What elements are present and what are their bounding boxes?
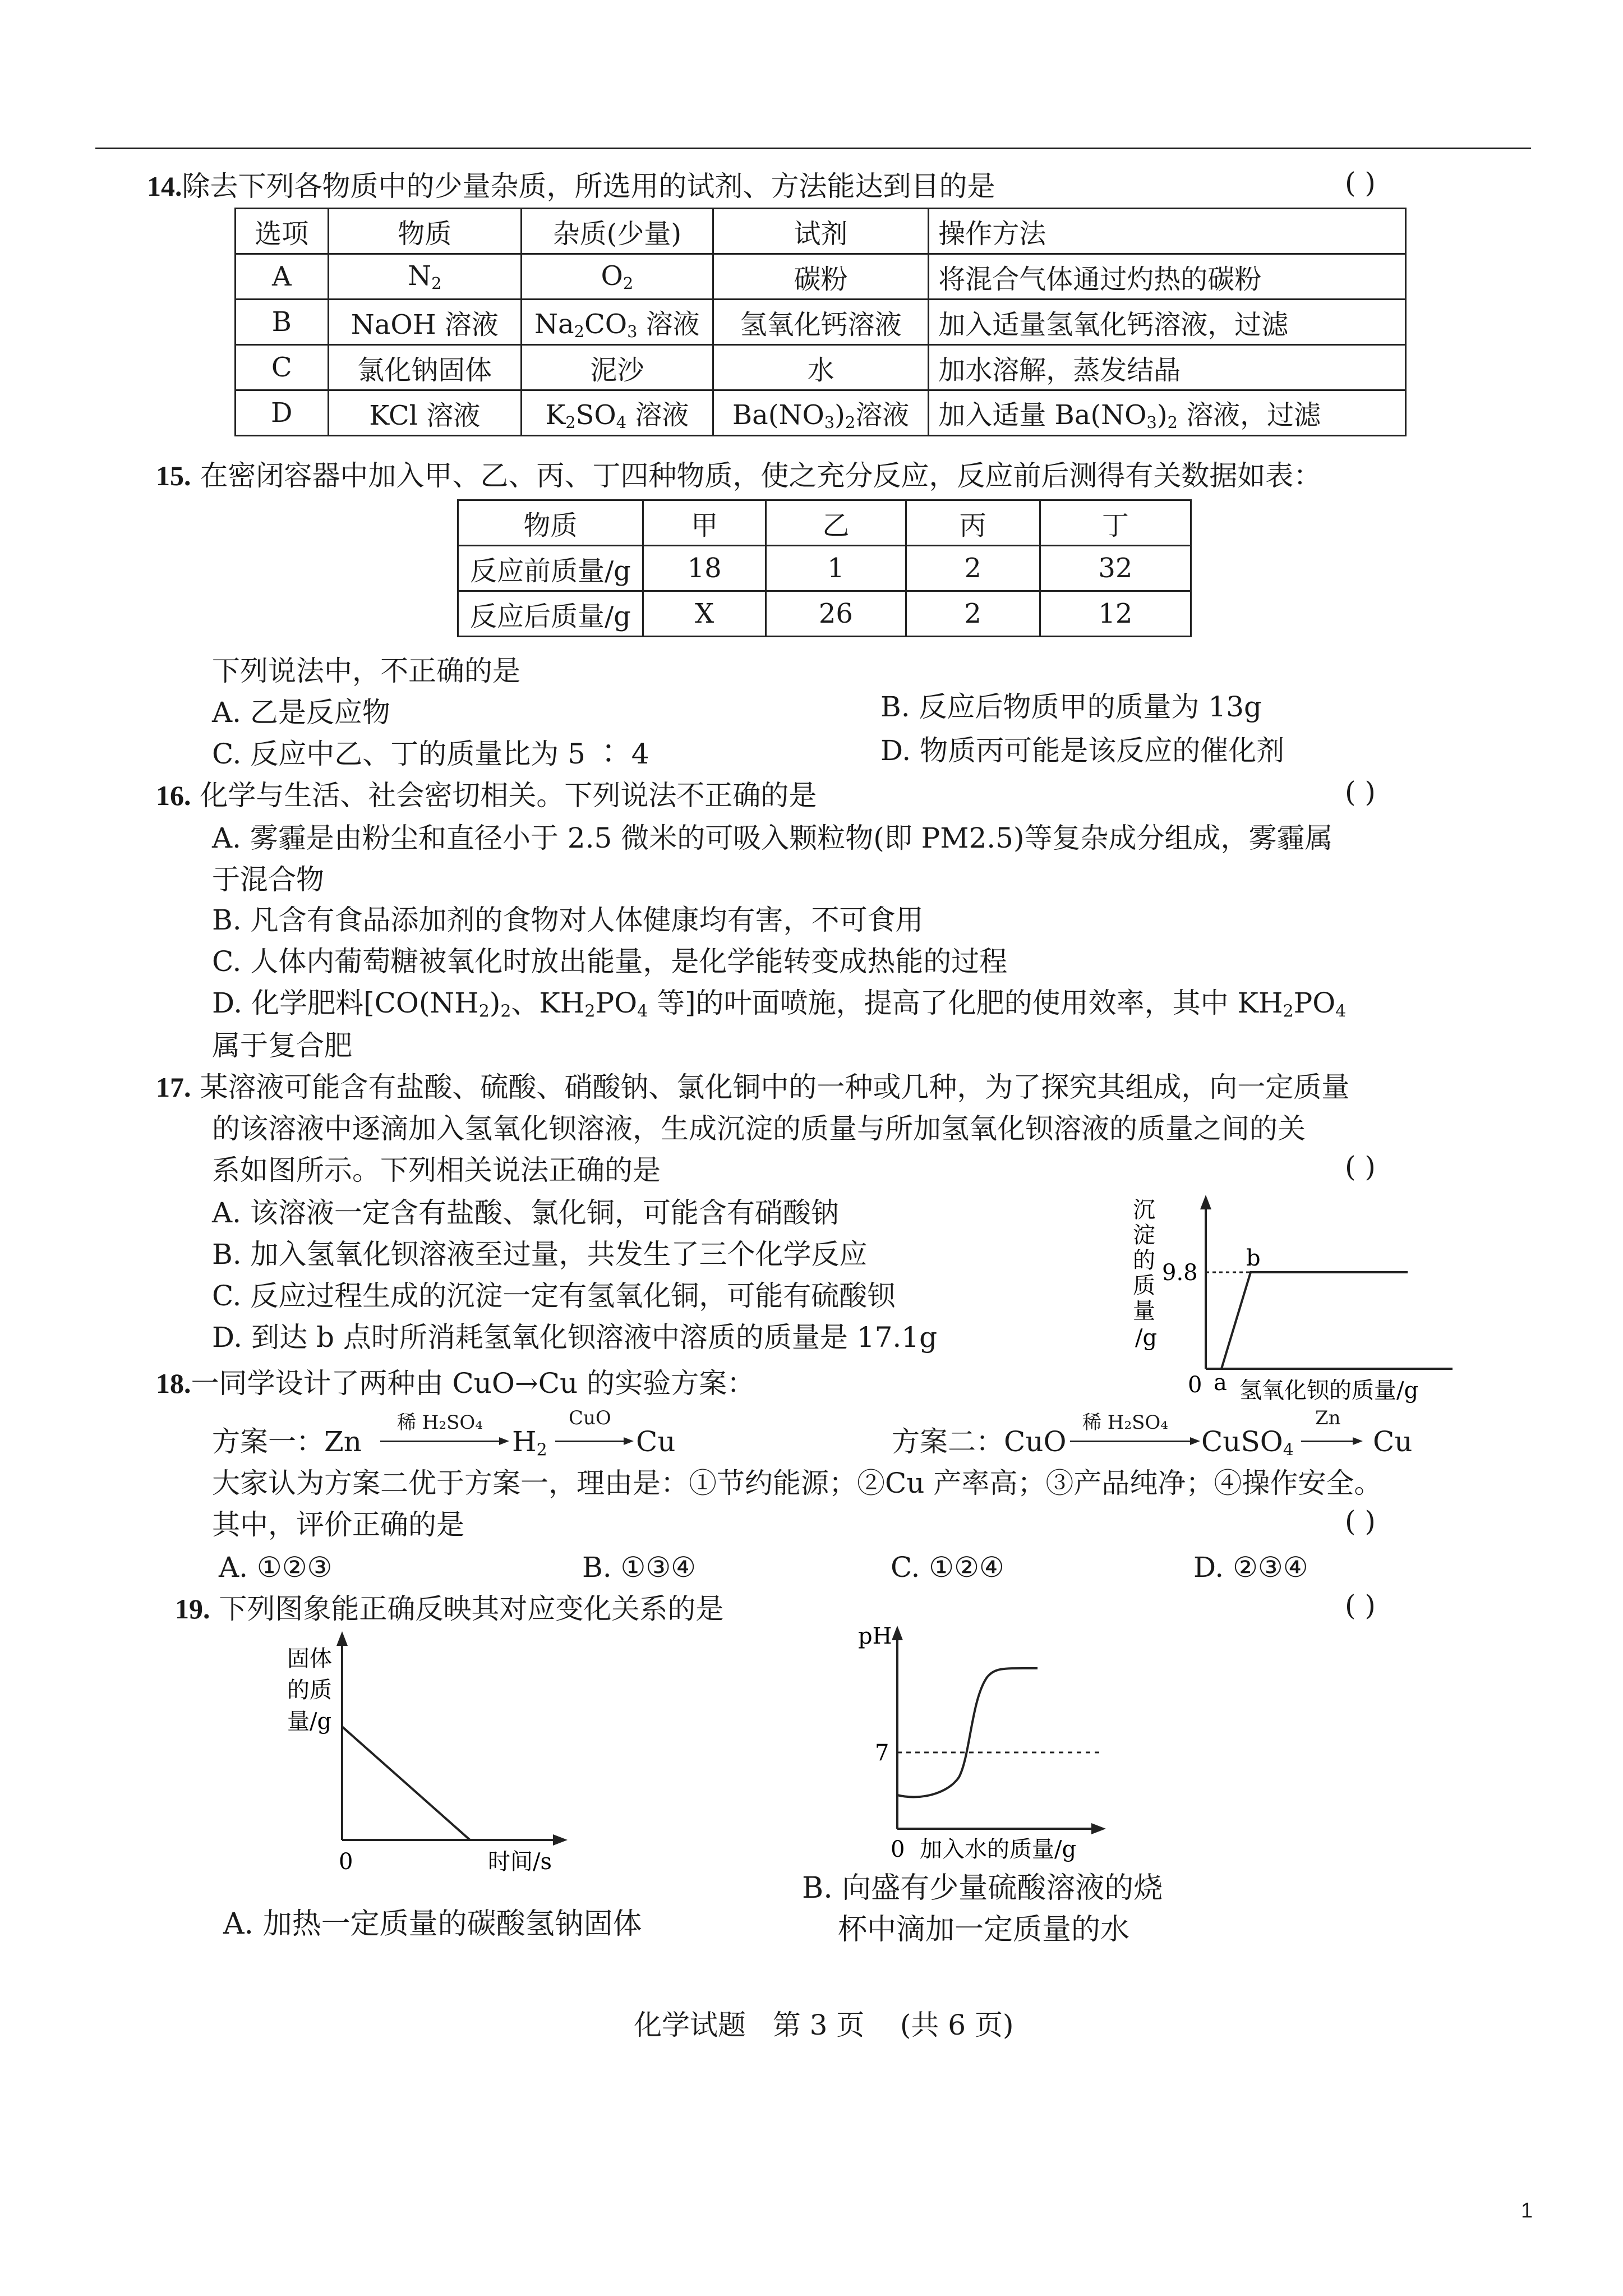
plan2-condition-1: 稀 H₂SO₄ (1082, 1411, 1168, 1434)
y-axis-label: pH (858, 1623, 892, 1649)
table-cell: 2 (906, 546, 1040, 591)
x-axis-label: 时间/s (488, 1849, 552, 1875)
x-axis-label: 氢氧化钡的质量/g (1239, 1378, 1419, 1404)
q19-graph-b-caption: B. 向盛有少量硫酸溶液的烧 (802, 1871, 1163, 1905)
table-cell: 反应前质量/g (458, 546, 643, 591)
q18-reason: 大家认为方案二优于方案一，理由是：①节约能源；②Cu 产率高；③产品纯净；④操作安全。 (212, 1467, 1382, 1499)
q17-stem-line2: 的该溶液中逐滴加入氢氧化钡溶液，生成沉淀的质量与所加氢氧化钡溶液的质量之间的关 (212, 1112, 1306, 1145)
table-header-cell: 丙 (906, 500, 1040, 546)
table-row (236, 300, 1406, 345)
origin-label: 0 (1188, 1372, 1202, 1398)
q14-table (234, 208, 1407, 436)
point-a-label: a (1214, 1370, 1227, 1396)
q16-stem (156, 775, 817, 816)
table-row (458, 546, 1191, 591)
page-number: 1 (1521, 2199, 1533, 2223)
table-cell: 碳粉 (713, 254, 929, 300)
q18-answer-paren: ( ) (1345, 1505, 1376, 1538)
q15-stem (156, 455, 1321, 496)
table-cell: 水 (713, 345, 929, 390)
table-header-cell: 选项 (236, 209, 329, 254)
ph-7-label: 7 (875, 1740, 889, 1766)
y-value-label: 9.8 (1162, 1260, 1198, 1286)
y-label-char: 质 (1133, 1273, 1155, 1299)
arrow-head-icon (624, 1437, 634, 1445)
data-line (1221, 1272, 1408, 1369)
table-cell: 氢氧化钙溶液 (713, 300, 929, 345)
q19-stem (175, 1589, 723, 1629)
q19-graph-a-caption: A. 加热一定质量的碳酸氢钠固体 (223, 1907, 642, 1941)
table-cell: $Na_2CO_3$ 溶液 (521, 300, 713, 345)
table-header-cell: 杂质(少量) (521, 209, 713, 254)
plan1-condition-1: 稀 H₂SO₄ (397, 1411, 483, 1434)
q16-answer-paren: ( ) (1345, 776, 1376, 808)
q18-option-d: D. ②③④ (1193, 1551, 1308, 1584)
page-footer (634, 2005, 1014, 2045)
table-row (236, 390, 1406, 436)
table-row (458, 591, 1191, 637)
q18-prompt: 其中，评价正确的是 (212, 1508, 464, 1541)
q17-option-a: A. 该溶液一定含有盐酸、氯化铜，可能含有硝酸钠 (212, 1197, 839, 1229)
y-label-char: 淀 (1133, 1222, 1155, 1248)
q16-option-d-cont: 属于复合肥 (212, 1029, 352, 1062)
table-row (236, 345, 1406, 390)
q17-stem (156, 1067, 1349, 1107)
y-label-char: 的 (1133, 1248, 1155, 1273)
table-cell: X (643, 591, 766, 637)
table-cell: 反应后质量/g (458, 591, 643, 637)
q16-option-c: C. 人体内葡萄糖被氧化时放出能量，是化学能转变成热能的过程 (212, 945, 1008, 978)
q17-stem-line3: 系如图所示。下列相关说法正确的是 (212, 1154, 661, 1186)
q19-answer-paren: ( ) (1345, 1589, 1376, 1622)
q15-text: 在密闭容器中加入甲、乙、丙、丁四种物质，使之充分反应，反应前后测得有关数据如表： (200, 459, 1322, 492)
table-header-cell: 乙 (766, 500, 906, 546)
q17-option-c: C. 反应过程生成的沉淀一定有氢氧化铜，可能有硫酸钡 (212, 1280, 896, 1312)
y-label-char: 量 (1133, 1298, 1155, 1324)
table-row (236, 254, 1406, 300)
table-cell: $N_2$ (328, 254, 521, 300)
q18-number: 18. (156, 1368, 191, 1399)
table-cell: 2 (906, 591, 1040, 637)
table-cell: $K_2SO_4$ 溶液 (521, 390, 713, 436)
table-cell: 加水溶解，蒸发结晶 (929, 345, 1406, 390)
plan1-condition-2: CuO (569, 1407, 611, 1429)
footer-subject: 化学试题 (634, 2009, 746, 2041)
table-cell: 将混合气体通过灼热的碳粉 (929, 254, 1406, 300)
table-cell: 26 (766, 591, 906, 637)
q15-number: 15. (156, 460, 191, 491)
q17-text: 某溶液可能含有盐酸、硫酸、硝酸钠、氯化铜中的一种或几种，为了探究其组成，向一定质量 (200, 1071, 1350, 1103)
top-rule (95, 148, 1531, 149)
table-cell: 32 (1040, 546, 1191, 591)
q16-text: 化学与生活、社会密切相关。下列说法不正确的是 (200, 779, 817, 812)
point-b-label: b (1246, 1245, 1261, 1271)
q18-plan-1 (212, 1402, 829, 1464)
q18-option-a: A. ①②③ (219, 1551, 333, 1584)
footer-page: 第 3 页 (772, 2009, 865, 2041)
q16-option-a: A. 雾霾是由粉尘和直径小于 2.5 微米的可吸入颗粒物(即 PM2.5)等复杂成分组成，雾霾属 (212, 822, 1333, 854)
q19-graph-a (280, 1627, 594, 1896)
table-cell: B (236, 300, 329, 345)
q15-option-b: B. 反应后物质甲的质量为 13g (880, 691, 1262, 723)
q14-text: 除去下列各物质中的少量杂质，所选用的试剂、方法能达到目的是 (182, 170, 995, 203)
table-cell: 加入适量氢氧化钙溶液，过滤 (929, 300, 1406, 345)
table-cell: KCl 溶液 (328, 390, 521, 436)
q18-option-b: B. ①③④ (582, 1551, 697, 1584)
table-header-cell: 丁 (1040, 500, 1191, 546)
q15-option-c: C. 反应中乙、丁的质量比为 5 ∶ 4 (212, 738, 649, 770)
q16-number: 16. (156, 780, 191, 811)
plan1-intermediate: $H_2$ (512, 1425, 547, 1460)
table-cell: $Ba(NO_3)_2$溶液 (713, 390, 929, 436)
table-cell: 加入适量 $Ba(NO_3)_2$ 溶液，过滤 (929, 390, 1406, 436)
q17-option-b: B. 加入氢氧化钡溶液至过量，共发生了三个化学反应 (212, 1238, 868, 1271)
q19-text: 下列图象能正确反映其对应变化关系的是 (219, 1593, 724, 1625)
x-axis-label: 加入水的质量/g (920, 1837, 1077, 1862)
y-label-char: 沉 (1133, 1197, 1155, 1223)
reaction-arrow-icon (555, 1441, 628, 1442)
table-cell: NaOH 溶液 (328, 300, 521, 345)
q18-plan-2 (892, 1402, 1453, 1464)
table-header-cell: 甲 (643, 500, 766, 546)
reaction-arrow-icon (380, 1441, 504, 1442)
q18-stem (156, 1363, 755, 1404)
q16-option-b: B. 凡含有食品添加剂的食物对人体健康均有害，不可食用 (212, 904, 924, 936)
q19-graph-b-caption-cont: 杯中滴加一定质量的水 (838, 1913, 1130, 1947)
plan2-condition-2: Zn (1315, 1407, 1341, 1429)
q14-number: 14. (147, 171, 182, 202)
q15-prompt: 下列说法中，不正确的是 (212, 655, 520, 687)
q17-number: 17. (156, 1071, 191, 1103)
table-cell: 泥沙 (521, 345, 713, 390)
footer-total: (共 6 页) (900, 2009, 1014, 2041)
x-axis-arrow (1091, 1823, 1106, 1834)
arrow-head-icon (1190, 1437, 1200, 1445)
plan2-label: 方案二：CuO (892, 1425, 1067, 1458)
arrow-head-icon (1353, 1437, 1363, 1445)
q17-answer-paren: ( ) (1345, 1151, 1376, 1183)
q14-stem (147, 166, 995, 206)
y-axis-arrow (1200, 1195, 1211, 1209)
q19-graph-b (836, 1616, 1172, 1874)
q19-number: 19. (175, 1593, 210, 1625)
table-cell: D (236, 390, 329, 436)
table-header-cell: 物质 (458, 500, 643, 546)
q15-table (457, 499, 1192, 637)
table-cell: 1 (766, 546, 906, 591)
table-header-cell: 物质 (328, 209, 521, 254)
table-cell: 氯化钠固体 (328, 345, 521, 390)
y-axis-arrow (336, 1631, 348, 1646)
q18-option-c: C. ①②④ (891, 1551, 1004, 1584)
arrow-head-icon (499, 1437, 509, 1445)
plan2-product: Cu (1373, 1425, 1413, 1458)
table-cell: $O_2$ (521, 254, 713, 300)
q14-answer-paren: ( ) (1345, 167, 1376, 199)
table-cell: 12 (1040, 591, 1191, 637)
y-label-char: /g (1135, 1325, 1158, 1351)
table-cell: A (236, 254, 329, 300)
y-label-line: 的质 (287, 1677, 332, 1703)
q17-option-d: D. 到达 b 点时所消耗氢氧化钡溶液中溶质的质量是 17.1g (212, 1321, 938, 1354)
table-header-row (236, 209, 1406, 254)
origin-label: 0 (891, 1837, 905, 1862)
data-curve (897, 1668, 1038, 1797)
table-header-cell: 试剂 (713, 209, 929, 254)
reaction-arrow-icon (1301, 1441, 1357, 1442)
y-axis-arrow (892, 1626, 903, 1640)
q18-text: 一同学设计了两种由 CuO→Cu 的实验方案： (191, 1367, 755, 1400)
x-axis-arrow (553, 1834, 568, 1846)
table-cell: C (236, 345, 329, 390)
table-header-cell: 操作方法 (929, 209, 1406, 254)
q16-option-d: D. 化学肥料[$CO(NH_2)_2$、$KH_2PO_4$ 等]的叶面喷施，提高了化肥的使用效率，其中 $KH_2PO_4$ (212, 987, 1347, 1022)
y-label-line: 量/g (287, 1709, 332, 1734)
plan1-label: 方案一：Zn (212, 1425, 362, 1458)
origin-label: 0 (339, 1849, 353, 1875)
y-label-line: 固体 (287, 1646, 332, 1672)
plan2-intermediate: CuSO$_4$ (1201, 1425, 1294, 1460)
reaction-arrow-icon (1070, 1441, 1195, 1442)
table-header-row (458, 500, 1191, 546)
data-line (342, 1727, 470, 1840)
q15-option-a: A. 乙是反应物 (212, 696, 390, 729)
q15-option-d: D. 物质丙可能是该反应的催化剂 (880, 734, 1285, 767)
q17-graph (1122, 1189, 1458, 1414)
plan1-product: Cu (636, 1425, 676, 1458)
table-cell: 18 (643, 546, 766, 591)
q16-option-a-cont: 于混合物 (212, 863, 324, 896)
